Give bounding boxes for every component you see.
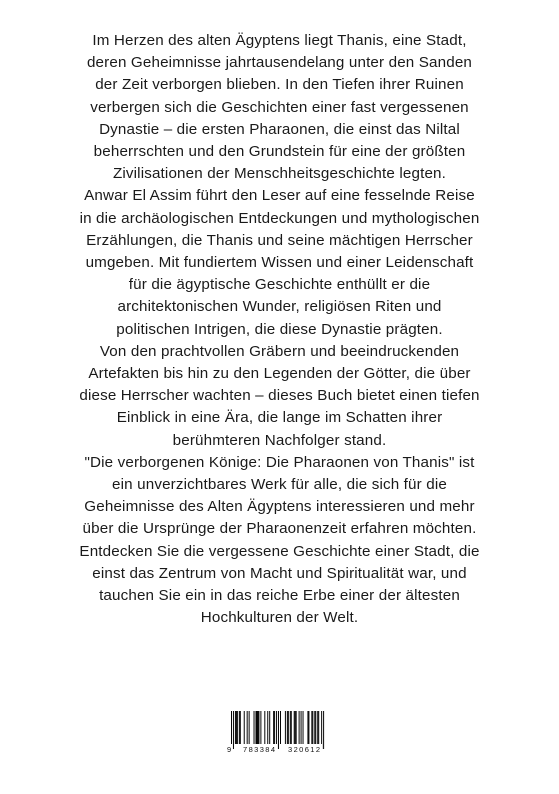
- blurb-line: deren Geheimnisse jahrtausendelang unter den Sanden: [86, 54, 473, 72]
- blurb-line: politischen Intrigen, die diese Dynastie prägten.: [116, 320, 443, 338]
- blurb-line: diese Herrscher wachten – dieses Buch bietet einen tiefen: [79, 387, 480, 405]
- blurb-line: Anwar El Assim führt den Leser auf eine fesselnde Reise: [84, 187, 475, 205]
- blurb-line: Artefakten bis hin zu den Legenden der Götter, die über: [88, 365, 471, 383]
- barcode-bar: [287, 711, 288, 744]
- barcode-bar: [285, 711, 286, 744]
- barcode-lead-digit: 9: [227, 745, 232, 754]
- blurb-line: über die Ursprünge der Pharaonenzeit erfahren möchten.: [82, 520, 477, 538]
- barcode-bar: [256, 711, 257, 744]
- isbn-barcode: [225, 711, 329, 755]
- barcode-bar: [315, 711, 316, 744]
- blurb-line: Von den prachtvollen Gräbern und beeindruckenden: [99, 342, 460, 360]
- barcode-bar: [290, 711, 291, 744]
- barcode-bar: [318, 711, 319, 744]
- blurb-line: Im Herzen des alten Ägyptens liegt Thanis, eine Stadt,: [92, 32, 467, 49]
- barcode-bar: [299, 711, 300, 744]
- blurb-line: Entdecken Sie die vergessene Geschichte einer Stadt, die: [79, 542, 480, 560]
- back-cover-blurb: [28, 30, 531, 629]
- blurb-line: Geheimnisse des Alten Ägyptens interessieren und mehr: [84, 498, 475, 516]
- blurb-line: Hochkulturen der Welt.: [200, 609, 359, 627]
- barcode-bar: [288, 711, 289, 744]
- blurb-line: tauchen Sie ein in das reiche Erbe einer der ältesten: [99, 587, 460, 605]
- barcode-bar: [291, 711, 292, 744]
- blurb-line: "Die verborgenen Könige: Die Pharaonen von Thanis" ist: [84, 453, 475, 471]
- barcode-left-group: 783384: [243, 745, 277, 754]
- barcode-bar: [258, 711, 259, 744]
- barcode-bar: [240, 711, 241, 744]
- blurb-line: Einblick in eine Ära, die lange im Schatten ihrer: [116, 409, 443, 427]
- blurb-line: ein unverzichtbares Werk für alle, die sich für die: [112, 476, 447, 494]
- barcode-bar: [264, 711, 265, 744]
- barcode-bar: [273, 711, 274, 744]
- blurb-line: Erzählungen, die Thanis und seine mächtigen Herrscher: [86, 231, 473, 249]
- blurb-line: für die ägyptische Geschichte enthüllt er die: [128, 276, 431, 294]
- barcode-bar: [312, 711, 313, 744]
- barcode-bar: [254, 711, 255, 744]
- barcode-bar: [303, 711, 304, 744]
- barcode-bar: [249, 711, 250, 744]
- barcode-bar: [314, 711, 315, 744]
- barcode-digits: [225, 744, 329, 755]
- barcode-bar: [267, 711, 268, 744]
- barcode-bar: [311, 711, 312, 744]
- barcode-right-group: 320612: [288, 745, 322, 754]
- barcode-bar: [308, 711, 309, 744]
- barcode-bar: [295, 711, 296, 744]
- barcode-bar: [269, 711, 270, 744]
- blurb-line: Dynastie – die ersten Pharaonen, die einst das Niltal: [99, 120, 460, 138]
- barcode-bar: [301, 711, 302, 744]
- blurb-line: umgeben. Mit fundiertem Wissen und einer Leidenschaft: [85, 254, 474, 272]
- barcode-bar: [257, 711, 258, 744]
- blurb-line: in die archäologischen Entdeckungen und mythologischen: [79, 209, 480, 227]
- barcode-bar: [274, 711, 275, 744]
- barcode-bar: [296, 711, 297, 744]
- barcode-bar: [236, 711, 237, 744]
- barcode-bar: [244, 711, 245, 744]
- blurb-line: verbergen sich die Geschichten einer fast vergessenen: [90, 98, 469, 116]
- blurb-line: einst das Zentrum von Macht und Spiritualität war, und: [92, 564, 467, 582]
- barcode-bar: [247, 711, 248, 744]
- blurb-line: berühmteren Nachfolger stand.: [172, 431, 387, 449]
- barcode-bar: [237, 711, 238, 744]
- blurb-line: architektonischen Wunder, religiösen Riten und: [117, 298, 442, 316]
- barcode-bar: [256, 711, 257, 744]
- barcode-bar: [307, 711, 308, 744]
- barcode-bar: [239, 711, 240, 744]
- barcode-bar: [260, 711, 261, 744]
- barcode-bar: [294, 711, 295, 744]
- barcode-bar: [235, 711, 236, 744]
- barcode-bar: [280, 711, 281, 744]
- barcode-bar: [317, 711, 318, 744]
- blurb-line: Zivilisationen der Menschheitsgeschichte legten.: [112, 165, 447, 183]
- blurb-line: der Zeit verborgen blieben. In den Tiefen ihrer Ruinen: [95, 76, 464, 94]
- blurb-line: beherrschten und den Grundstein für eine der größten: [93, 143, 466, 161]
